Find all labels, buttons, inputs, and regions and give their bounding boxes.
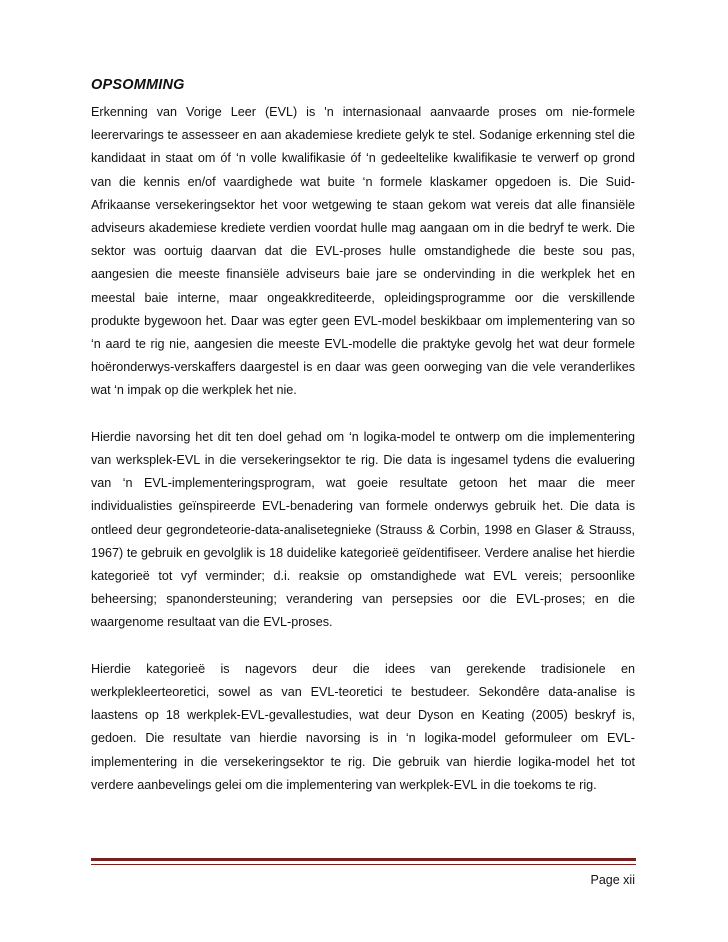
paragraph-1: Erkenning van Vorige Leer (EVL) is 'n internasionaal aanvaarde proses om nie-formele leerervarings te assesseer en aan akademiese krediete gelyk te stel. Sodanige erkenning stel die kandidaat in staat om óf ‘n volle kwalifikasie óf ‘n gedeeltelike kwalifikasie te verwerf op grond van die kennis en/of vaardighede wat buite ‘n formele klaskamer opgedoen is. Die Suid-Afrikaanse versekeringsektor het voor wetgewing te staan gekom wat vereis dat alle finansiële adviseurs akademiese krediete verdien voordat hulle mag aangaan om in die bedryf te werk. Die sektor was oortuig daarvan dat die EVL-proses hulle omstandighede die beste sou pas, aangesien die meeste finansiële adviseurs baie jare se ondervinding in die werkplek het en meestal baie interne, maar ongeakkrediteerde, opleidingsprogramme oor die verskillende produkte bygewoon het. Daar was egter geen EVL-model beskikbaar om implementering van so ‘n aard te rig nie, aangesien die meeste EVL-modelle die praktyke gevolg het wat deur formele hoëronderwys-verskaffers daargestel is en daar was geen oorweging van die vele veranderlikes wat ‘n impak op die werkplek het nie. [91, 105, 635, 398]
footer-rule-thick [91, 858, 636, 861]
section-heading: OPSOMMING [91, 77, 185, 93]
paragraph-2: Hierdie navorsing het dit ten doel gehad om ‘n logika-model te ontwerp om die implementering van werksplek-EVL in die versekeringsektor te rig. Die data is ingesamel tydens die evaluering van ‘n EVL-implementeringsprogram, wat goeie resultate getoon het maar die meer individualisties geïnspireerde EVL-benadering van formele onderwys gebruik het. Die data is ontleed deur gegrondeteorie-data-analisetegnieke (Strauss & Corbin, 1998 en Glaser & Strauss, 1967) te gebruik en gevolglik is 18 duidelike kategorieë geïdentifiseer. Verdere analise het hierdie kategorieë tot vyf verminder; d.i. reaksie op omstandighede wat EVL vereis; persoonlike beheersing; spanondersteuning; verandering van persepsies oor die EVL-proses; en die waargenome resultaat van die EVL-proses. [91, 429, 635, 630]
footer-rule-thin [91, 864, 636, 865]
body-text [91, 101, 635, 797]
paragraph-3: Hierdie kategorieë is nagevors deur die idees van gerekende tradisionele en werkplekleerteoretici, sowel as van EVL-teoretici te bestudeer. Sekondêre data-analise is laastens op 18 werkplek-EVL-gevallestudies, wat deur Dyson en Keating (2005) beskryf is, gedoen. Die resultate van hierdie navorsing is in ‘n logika-model geformuleer om EVL-implementering in die versekeringsektor te rig. Die gebruik van hierdie logika-model het tot verdere aanbevelings gelei om die implementering van werkplek-EVL in die toekoms te rig. [91, 661, 635, 792]
page-number: Page xii [590, 873, 635, 887]
